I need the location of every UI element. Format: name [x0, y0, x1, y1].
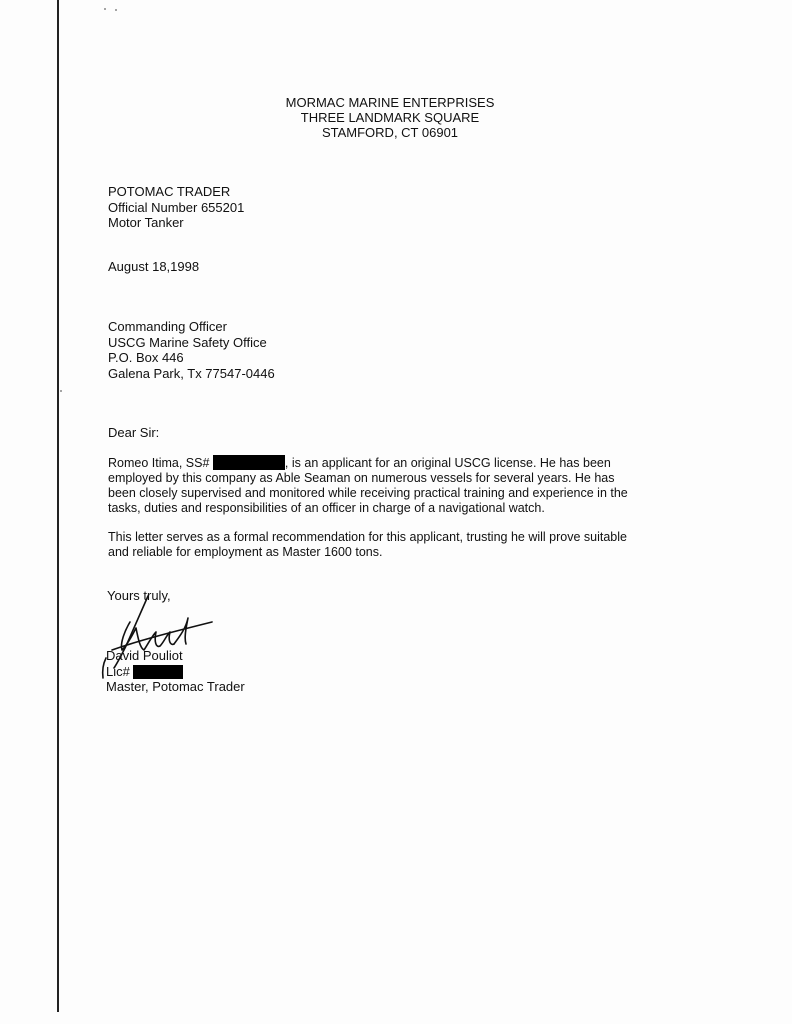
recipient-city: Galena Park, Tx 77547-0446: [108, 365, 275, 381]
paragraph-line: and reliable for employment as Master 1600 tons.: [108, 545, 383, 559]
vessel-official-number: Official Number 655201: [108, 199, 245, 215]
scan-speck: [115, 9, 117, 11]
salutation: [108, 425, 159, 441]
date-text: August 18,1998: [108, 259, 200, 274]
applicant-intro-rest: , is an applicant for an original USCG license. He has been: [284, 456, 611, 470]
valediction-text: Yours truly,: [107, 588, 171, 603]
license-label: Lic#: [106, 663, 130, 679]
applicant-intro: Romeo Itima, SS#: [108, 456, 210, 470]
recipient-title: Commanding Officer: [108, 319, 227, 334]
redacted-ssn: [213, 455, 285, 470]
letterhead: [0, 95, 780, 140]
company-name: MORMAC MARINE ENTERPRISES: [285, 95, 495, 110]
paragraph-line: tasks, duties and responsibilities of an officer in charge of a navigational watch.: [108, 501, 545, 515]
company-city: STAMFORD, CT 06901: [321, 125, 459, 140]
vessel-name: POTOMAC TRADER: [108, 184, 231, 199]
paragraph-line: been closely supervised and monitored while receiving practical training and experience in the: [108, 486, 628, 500]
company-street: THREE LANDMARK SQUARE: [300, 110, 480, 125]
paragraph-line: employed by this company as Able Seaman on numerous vessels for several years. He has: [108, 471, 615, 485]
vessel-type: Motor Tanker: [108, 215, 184, 230]
redacted-license-number: [133, 665, 183, 679]
body-paragraph-2: [108, 530, 627, 560]
signer-name: David Pouliot: [106, 648, 183, 663]
scan-speck: [60, 390, 62, 392]
scan-edge-line: [57, 0, 59, 1012]
salutation-text: Dear Sir:: [108, 425, 160, 440]
paragraph-line: This letter serves as a formal recommendation for this applicant, trusting he will prove suitable: [108, 530, 627, 544]
scan-speck: [104, 8, 106, 10]
vessel-block: [108, 184, 244, 231]
body-paragraph-1: [108, 455, 628, 516]
recipient-box: P.O. Box 446: [108, 350, 184, 365]
letter-date: [108, 259, 199, 275]
signer-position: Master, Potomac Trader: [106, 679, 245, 694]
recipient-office: USCG Marine Safety Office: [108, 334, 267, 350]
recipient-block: [108, 319, 275, 381]
signature-block: [106, 648, 245, 695]
paragraph-line: [108, 455, 628, 471]
signer-license: [106, 664, 245, 680]
